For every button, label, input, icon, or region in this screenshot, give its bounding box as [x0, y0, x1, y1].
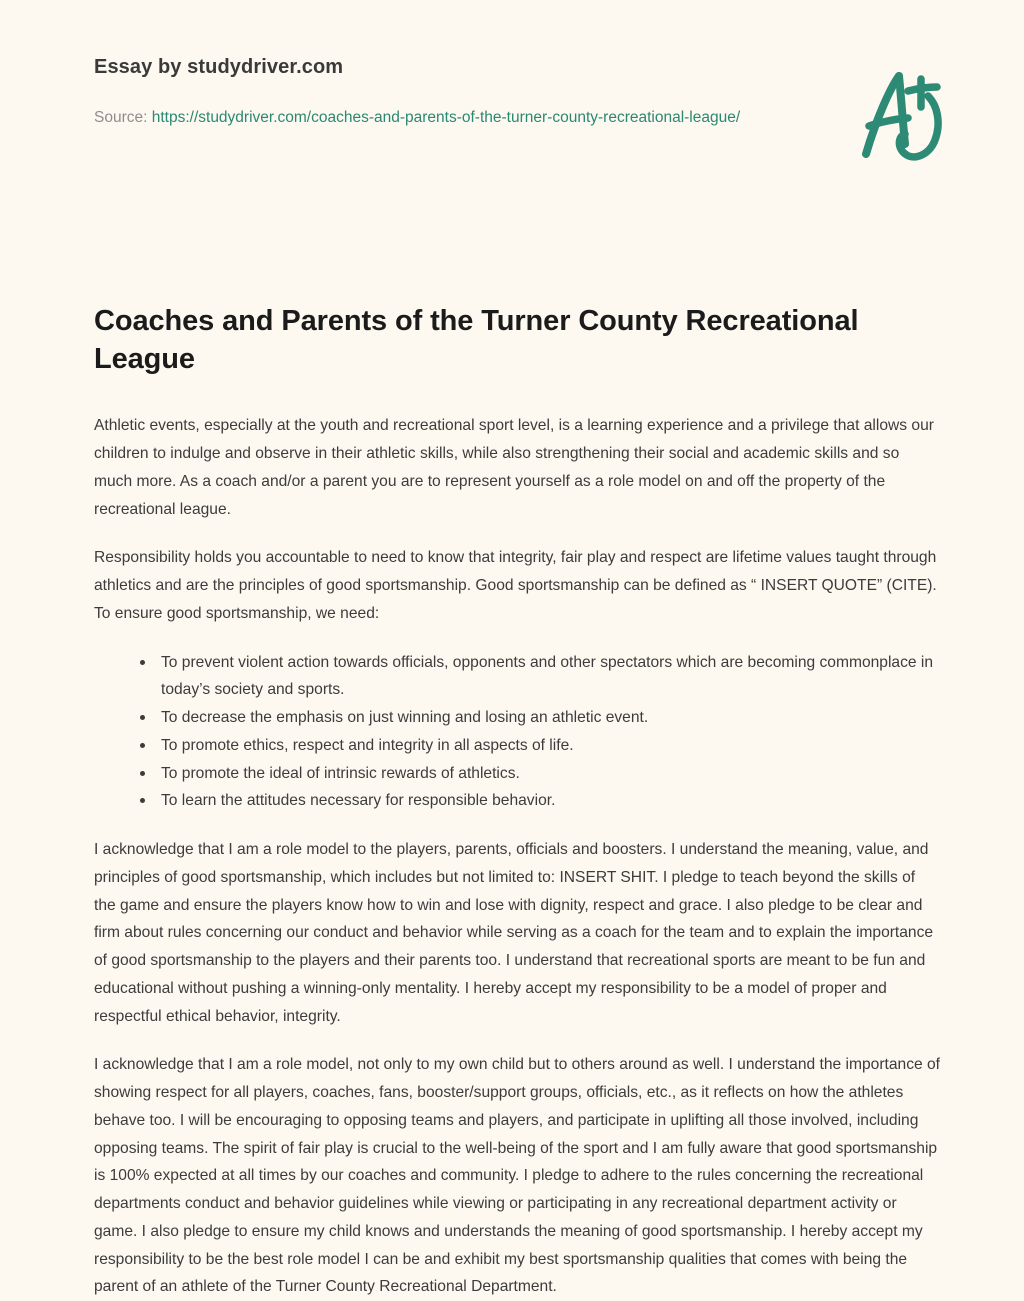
- article-body: [0, 303, 1024, 1301]
- paragraph-responsibility: Responsibility holds you accountable to need to know that integrity, fair play and respect are lifetime values taught through athletics and are the principles of good sportsmanship. Good sportsmanship can be defined as “ INSERT QUOTE” (CITE). To ensure good sportsmanship, we need:: [94, 549, 937, 622]
- a-plus-icon: [842, 58, 962, 178]
- sportsmanship-goals-list: [94, 649, 940, 816]
- paragraph-intro: Athletic events, especially at the youth and recreational sport level, is a learning experience and a privilege that allows our children to indulge and observe in their athletic skills, while also strengthening their social and academic skills and so much more. As a coach and/or a parent you are to represent yourself as a role model on and off the property of the recreational league.: [94, 417, 934, 518]
- paragraph-parent-pledge: I acknowledge that I am a role model, not only to my own child but to others around as well. I understand the importance of showing respect for all players, coaches, fans, booster/support groups, officials, etc., as it reflects on how the athletes behave too. I will be encouraging to opposing teams and players, and participate in uplifting all those involved, including opposing teams. The spirit of fair play is crucial to the well-being of the sport and I am fully aware that good sportsmanship is 100% expected at all times by our coaches and community. I pledge to adhere to the rules concerning the recreational departments conduct and behavior guidelines while viewing or participating in any recreational department activity or game. I also pledge to ensure my child knows and understands the meaning of good sportsmanship. I hereby accept my responsibility to be the best role model I can be and exhibit my best sportsmanship qualities that comes with being the parent of an athlete of the Turner County Recreational Department.: [94, 1056, 940, 1296]
- page-title: Coaches and Parents of the Turner County Recreational League: [94, 305, 859, 375]
- essay-text: [94, 412, 940, 1301]
- list-item: To promote ethics, respect and integrity in all aspects of life.: [138, 732, 940, 760]
- page-header: [0, 0, 1024, 205]
- source-url-link[interactable]: https://studydriver.com/coaches-and-parents-of-the-turner-county-recreational-league/: [151, 109, 741, 126]
- list-item: To learn the attitudes necessary for responsible behavior.: [138, 787, 940, 815]
- list-item: To decrease the emphasis on just winning and losing an athletic event.: [138, 704, 940, 732]
- source-line: [94, 105, 784, 130]
- list-item: To prevent violent action towards officials, opponents and other spectators which are becoming commonplace in today’s society and sports.: [138, 649, 940, 705]
- studydriver-a-plus-logo-icon: [842, 58, 962, 178]
- paragraph-coach-pledge: I acknowledge that I am a role model to the players, parents, officials and boosters. I understand the meaning, value, and principles of good sportsmanship, which includes but not limited to: INSERT SHIT. I pledge to teach beyond the skills of the game and ensure the players know how to win and lose with dignity, respect and grace. I also pledge to be clear and firm about rules concerning our conduct and behavior while serving as a coach for the team and to explain the importance of good sportsmanship to the players and their parents too. I understand that recreational sports are meant to be fun and educational without pushing a winning-only mentality. I hereby accept my responsibility to be a model of proper and respectful ethical behavior, integrity.: [94, 841, 934, 1025]
- list-item: To promote the ideal of intrinsic rewards of athletics.: [138, 760, 940, 788]
- source-label: Source:: [94, 109, 148, 126]
- essay-byline: Essay by studydriver.com: [94, 56, 344, 78]
